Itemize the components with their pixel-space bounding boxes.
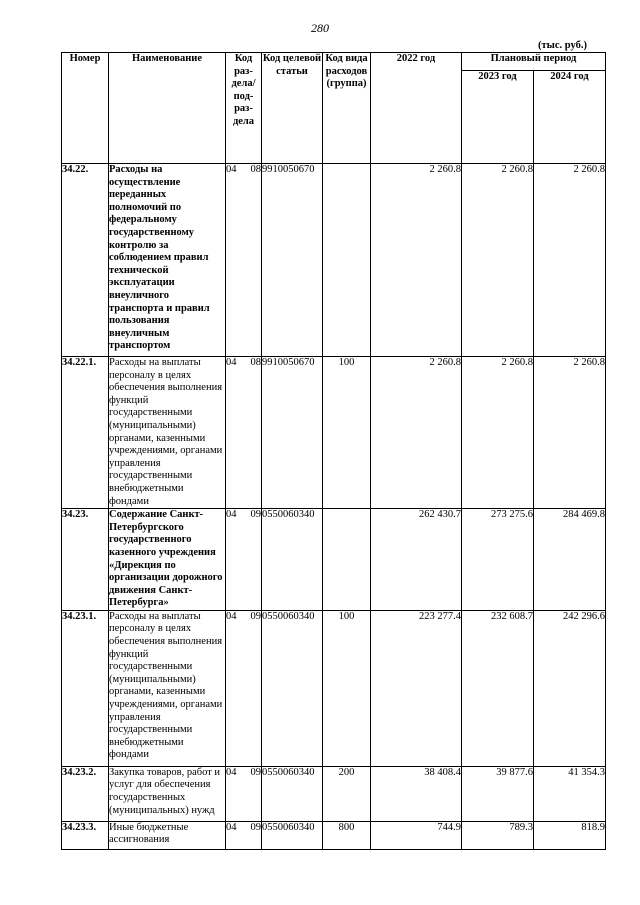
table-row [62, 509, 606, 611]
row-amount-2023: 232 608.7 [462, 610, 534, 766]
row-expense-type: 200 [323, 766, 371, 821]
row-name: Иные бюджетные ассигнования [109, 821, 226, 849]
row-amount-2023: 39 877.6 [462, 766, 534, 821]
header-year-2024: 2024 год [534, 71, 606, 164]
row-expense-type: 800 [323, 821, 371, 849]
row-amount-2024: 242 296.6 [534, 610, 606, 766]
row-amount-2023: 2 260.8 [462, 357, 534, 509]
table-row [62, 766, 606, 821]
table-row [62, 821, 606, 849]
row-expense-type [323, 164, 371, 357]
row-number: 34.23. [62, 509, 109, 611]
header-year-2023: 2023 год [462, 71, 534, 164]
units-label: (тыс. руб.) [538, 40, 587, 51]
row-amount-2022: 38 408.4 [371, 766, 462, 821]
section-code: 04 [226, 357, 237, 368]
subsection-code: 09 [250, 766, 261, 778]
section-code: 04 [226, 766, 237, 778]
row-article-code: 0550060340 [262, 509, 323, 611]
header-name: Наименование [109, 53, 226, 164]
section-code: 04 [226, 821, 237, 833]
row-name: Закупка товаров, работ и услуг для обеспечения государственных (муниципальных) нужд [109, 766, 226, 821]
row-amount-2024: 284 469.8 [534, 509, 606, 611]
row-expense-type: 100 [323, 357, 371, 509]
row-amount-2022: 262 430.7 [371, 509, 462, 611]
row-section-code [226, 357, 262, 509]
header-plan-period: Плановый период [462, 53, 606, 71]
row-amount-2022: 2 260.8 [371, 164, 462, 357]
header-article-code: Код целевой статьи [262, 53, 323, 164]
subsection-code: 09 [250, 821, 261, 833]
row-section-code [226, 766, 262, 821]
row-article-code: 9910050670 [262, 357, 323, 509]
row-amount-2024: 818.9 [534, 821, 606, 849]
row-article-code: 0550060340 [262, 766, 323, 821]
row-name: Расходы на выплаты персоналу в целях обеспечения выполнения функций государственными (муниципальными) органами, казенными учреждениями, органами управления государственными внебюджетными фондами [109, 610, 226, 766]
subsection-code: 08 [250, 164, 261, 175]
table-row [62, 357, 606, 509]
row-amount-2022: 223 277.4 [371, 610, 462, 766]
row-name: Расходы на выплаты персоналу в целях обеспечения выполнения функций государственными (муниципальными) органами, казенными учреждениями, органами управления государственными внебюджетными фондами [109, 357, 226, 509]
header-number: Номер [62, 53, 109, 164]
subsection-code: 09 [250, 509, 261, 521]
row-section-code [226, 164, 262, 357]
row-amount-2023: 273 275.6 [462, 509, 534, 611]
row-section-code [226, 610, 262, 766]
row-article-code: 0550060340 [262, 610, 323, 766]
row-number: 34.22.1. [62, 357, 109, 509]
table-row [62, 164, 606, 357]
row-article-code: 0550060340 [262, 821, 323, 849]
subsection-code: 08 [250, 357, 261, 368]
page-number: 280 [311, 21, 329, 35]
row-section-code [226, 509, 262, 611]
row-expense-type: 100 [323, 610, 371, 766]
row-article-code: 9910050670 [262, 164, 323, 357]
subsection-code: 09 [250, 610, 261, 622]
budget-table [61, 52, 606, 850]
row-amount-2024: 2 260.8 [534, 357, 606, 509]
row-section-code [226, 821, 262, 849]
section-code: 04 [226, 509, 237, 521]
row-amount-2022: 744.9 [371, 821, 462, 849]
row-amount-2022: 2 260.8 [371, 357, 462, 509]
table-row [62, 610, 606, 766]
section-code: 04 [226, 164, 237, 175]
section-code: 04 [226, 610, 237, 622]
row-number: 34.23.1. [62, 610, 109, 766]
row-number: 34.23.2. [62, 766, 109, 821]
row-number: 34.23.3. [62, 821, 109, 849]
row-number: 34.22. [62, 164, 109, 357]
header-expense-type-code: Код вида расходов (группа) [323, 53, 371, 164]
row-name: Содержание Санкт-Петербургского государственного казенного учреждения «Дирекция по организации дорожного движения Санкт-Петербурга» [109, 509, 226, 611]
row-expense-type [323, 509, 371, 611]
row-amount-2024: 41 354.3 [534, 766, 606, 821]
row-amount-2023: 2 260.8 [462, 164, 534, 357]
header-year-2022: 2022 год [371, 53, 462, 164]
header-section-code: Код раз-дела/ под-раз-дела [226, 53, 262, 164]
row-amount-2023: 789.3 [462, 821, 534, 849]
row-amount-2024: 2 260.8 [534, 164, 606, 357]
row-name: Расходы на осуществление переданных полномочий по федеральному государственному контролю за соблюдением правил технической эксплуатации внеуличного транспорта и правил пользования внеуличным транспортом [109, 164, 226, 357]
